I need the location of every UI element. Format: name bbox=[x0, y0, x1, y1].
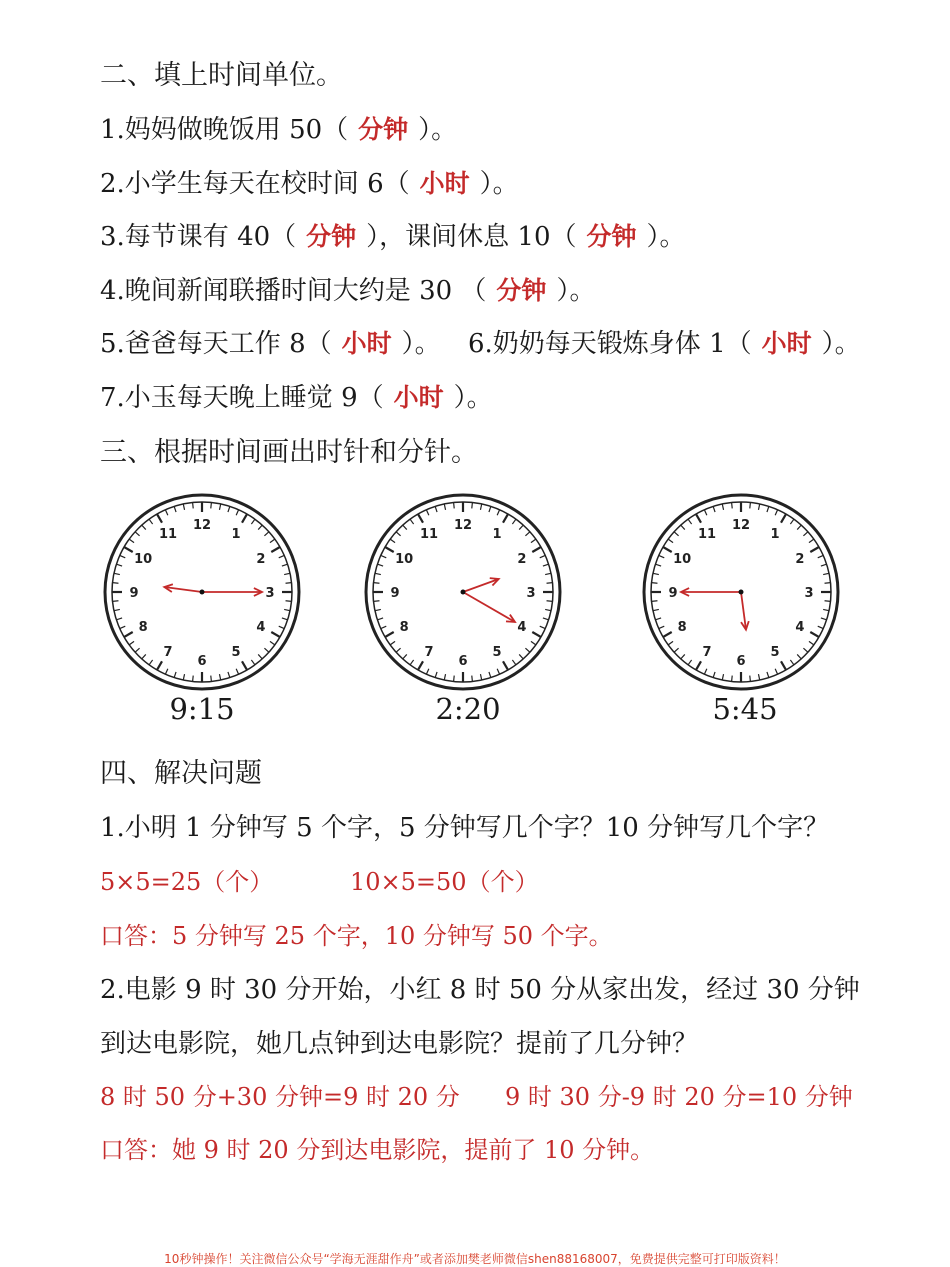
clock-tick bbox=[781, 661, 786, 670]
clock-tick bbox=[271, 547, 280, 552]
clock-tick bbox=[543, 564, 549, 566]
question-text: 5.爸爸每天工作 8（ bbox=[100, 329, 332, 359]
clock-tick bbox=[418, 514, 423, 523]
clock-tick bbox=[809, 539, 814, 543]
clock-tick bbox=[444, 674, 445, 680]
clock-tick bbox=[426, 669, 428, 674]
clock-tick bbox=[775, 669, 777, 674]
clock-tick bbox=[258, 525, 262, 529]
clock-tick bbox=[547, 583, 553, 584]
problem-2-answer: 口答：她 9 时 20 分到达电影院，提前了 10 分钟。 bbox=[100, 1136, 655, 1164]
question-text: 1.妈妈做晚饭用 50（ bbox=[100, 115, 349, 145]
clock-tick bbox=[444, 504, 445, 510]
clock-tick bbox=[803, 532, 807, 536]
clock-tick bbox=[242, 661, 247, 670]
clock-tick bbox=[112, 601, 118, 602]
clock-tick bbox=[704, 510, 706, 515]
clock-tick bbox=[129, 641, 134, 645]
answer: 分钟 bbox=[586, 222, 637, 251]
clock-tick bbox=[688, 519, 692, 524]
clock-tick bbox=[426, 510, 428, 515]
problem-2-question-line-1: 2.电影 9 时 30 分开始，小红 8 时 50 分从家出发，经过 30 分钟 bbox=[100, 975, 860, 1005]
clock-tick bbox=[271, 632, 280, 637]
clock-tick bbox=[663, 547, 672, 552]
clock-center-pin bbox=[739, 590, 744, 595]
problem-1-question: 1.小明 1 分钟写 5 个字，5 分钟写几个字？10 分钟写几个字？ bbox=[100, 813, 830, 843]
question-text: ）。 bbox=[453, 383, 493, 413]
clock-time-label: 9:15 bbox=[169, 692, 235, 726]
clock-tick bbox=[251, 519, 255, 524]
clock-tick bbox=[545, 573, 551, 574]
clock-number: 2 bbox=[256, 552, 266, 567]
clock-number: 6 bbox=[458, 654, 468, 669]
question-text: ）。 bbox=[401, 329, 441, 359]
clock-tick bbox=[157, 514, 162, 523]
problem-1-answer: 口答：5 分钟写 25 个字，10 分钟写 50 个字。 bbox=[100, 922, 613, 950]
clock-tick bbox=[663, 632, 672, 637]
clock-tick bbox=[480, 504, 481, 510]
clock-tick bbox=[390, 641, 395, 645]
clock-tick bbox=[797, 654, 801, 658]
clock-tick bbox=[681, 525, 685, 529]
clock-number: 12 bbox=[192, 518, 212, 533]
clock-number: 4 bbox=[256, 620, 266, 635]
clock-tick bbox=[531, 539, 536, 543]
clock-tick bbox=[750, 676, 751, 682]
clock-tick bbox=[282, 618, 288, 620]
answer: 小时 bbox=[341, 329, 392, 358]
clock-number: 10 bbox=[673, 552, 692, 567]
clock-tick bbox=[385, 632, 394, 637]
clock-tick bbox=[545, 609, 551, 610]
question-5 bbox=[100, 331, 441, 357]
clock-tick bbox=[112, 583, 118, 584]
clock-tick bbox=[688, 660, 692, 665]
clock-tick bbox=[193, 676, 194, 682]
clock-time-label: 5:45 bbox=[712, 692, 778, 726]
clock-number: 12 bbox=[731, 518, 751, 533]
clock-tick bbox=[279, 555, 284, 557]
clock-tick bbox=[512, 660, 516, 665]
clock-tick bbox=[790, 660, 794, 665]
clock-tick bbox=[219, 674, 220, 680]
clock-tick bbox=[410, 660, 414, 665]
clock-tick bbox=[809, 641, 814, 645]
clock-tick bbox=[410, 519, 414, 524]
clock-tick bbox=[373, 601, 379, 602]
question-text: 6.奶奶每天锻炼身体 1（ bbox=[468, 329, 752, 359]
problem-1-calc-1: 5×5=25（个） bbox=[100, 868, 274, 896]
question-text: 2.小学生每天在校时间 6（ bbox=[100, 169, 410, 199]
answer: 小时 bbox=[761, 329, 812, 358]
clock-tick bbox=[532, 632, 541, 637]
question-6 bbox=[468, 331, 861, 357]
clock-tick bbox=[114, 609, 120, 610]
clock-tick bbox=[531, 641, 536, 645]
question-1 bbox=[100, 117, 457, 143]
clock-tick bbox=[270, 539, 275, 543]
clock-tick bbox=[183, 674, 184, 680]
clock-tick bbox=[381, 626, 386, 628]
problem-2-calc-2: 9 时 30 分-9 时 20 分=10 分钟 bbox=[505, 1083, 853, 1111]
clock-tick bbox=[480, 674, 481, 680]
clock-tick bbox=[193, 502, 194, 508]
clock-tick bbox=[116, 564, 122, 566]
clock-tick bbox=[655, 564, 661, 566]
clock-tick bbox=[547, 601, 553, 602]
clock-number: 12 bbox=[453, 518, 473, 533]
clock-tick bbox=[165, 510, 167, 515]
clock-number: 2 bbox=[517, 552, 527, 567]
minute-hand bbox=[463, 592, 515, 622]
clock-tick bbox=[135, 648, 139, 652]
clock-tick bbox=[174, 672, 176, 678]
clock-number: 1 bbox=[770, 527, 780, 543]
clock-tick bbox=[503, 661, 508, 670]
clock-number: 5 bbox=[770, 644, 780, 660]
problem-1-calc-2: 10×5=50（个） bbox=[350, 868, 539, 896]
clock-tick bbox=[653, 609, 659, 610]
clock-center-pin bbox=[461, 590, 466, 595]
clock-tick bbox=[732, 676, 733, 682]
clock-tick bbox=[135, 532, 139, 536]
clock-tick bbox=[758, 504, 759, 510]
clock-number: 3 bbox=[265, 586, 275, 601]
clock-tick bbox=[403, 654, 407, 658]
clock-tick bbox=[767, 672, 769, 678]
clock-tick bbox=[810, 547, 819, 552]
clock-number: 5 bbox=[231, 644, 241, 660]
clock-tick bbox=[713, 672, 715, 678]
problem-2-question-line-2: 到达电影院，她几点钟到达电影院？提前了几分钟？ bbox=[100, 1029, 699, 1059]
clock-tick bbox=[659, 626, 664, 628]
clock-number: 3 bbox=[804, 586, 814, 601]
clock-number: 11 bbox=[697, 527, 717, 543]
clock-number: 4 bbox=[517, 620, 527, 635]
clock-tick bbox=[497, 510, 499, 515]
clock-tick bbox=[758, 674, 759, 680]
clock-tick bbox=[825, 601, 831, 602]
question-text: 7.小玉每天晚上睡觉 9（ bbox=[100, 383, 384, 413]
question-4 bbox=[100, 278, 595, 304]
clock-tick bbox=[149, 660, 153, 665]
clock-tick bbox=[116, 618, 122, 620]
clock-tick bbox=[489, 506, 491, 512]
clock-tick bbox=[286, 601, 292, 602]
clock-tick bbox=[655, 618, 661, 620]
clock-tick bbox=[279, 626, 284, 628]
clock-tick bbox=[674, 648, 678, 652]
clock-tick bbox=[525, 532, 529, 536]
section-4-title: 四、解决问题 bbox=[100, 758, 262, 789]
clock-tick bbox=[790, 519, 794, 524]
clock-number: 1 bbox=[231, 527, 241, 543]
clock-tick bbox=[124, 632, 133, 637]
clock-tick bbox=[219, 504, 220, 510]
clock-tick bbox=[211, 676, 212, 682]
clock-tick bbox=[120, 626, 125, 628]
clock-tick bbox=[659, 555, 664, 557]
clock-time-label: 2:20 bbox=[435, 692, 501, 726]
clock-tick bbox=[211, 502, 212, 508]
clock-tick bbox=[236, 510, 238, 515]
clock-tick bbox=[512, 519, 516, 524]
clock-tick bbox=[503, 514, 508, 523]
clock-tick bbox=[264, 648, 268, 652]
clock-tick bbox=[543, 618, 549, 620]
clock-tick bbox=[157, 661, 162, 670]
clock-tick bbox=[403, 525, 407, 529]
clock-tick bbox=[114, 573, 120, 574]
clock-tick bbox=[142, 525, 146, 529]
answer: 分钟 bbox=[306, 222, 357, 251]
clock-face-1 bbox=[102, 492, 302, 692]
question-2 bbox=[100, 171, 519, 197]
clock-tick bbox=[149, 519, 153, 524]
clock-number: 9 bbox=[668, 586, 678, 601]
clock-tick bbox=[377, 618, 383, 620]
clock-tick bbox=[381, 555, 386, 557]
question-3 bbox=[100, 224, 686, 250]
clock-tick bbox=[228, 672, 230, 678]
clock-tick bbox=[435, 672, 437, 678]
clock-tick bbox=[722, 674, 723, 680]
clock-tick bbox=[713, 506, 715, 512]
section-3-title: 三、根据时间画出时针和分针。 bbox=[100, 437, 478, 468]
clock-tick bbox=[818, 555, 823, 557]
clock-tick bbox=[810, 632, 819, 637]
question-7 bbox=[100, 385, 493, 411]
clock-tick bbox=[396, 648, 400, 652]
clock-number: 2 bbox=[795, 552, 805, 567]
question-text: 4.晚间新闻联播时间大约是 30 （ bbox=[100, 276, 487, 306]
clock-tick bbox=[821, 564, 827, 566]
question-text: ）。 bbox=[646, 222, 686, 252]
clock-number: 8 bbox=[399, 620, 409, 635]
clock-tick bbox=[668, 641, 673, 645]
clock-number: 11 bbox=[158, 527, 178, 543]
clock-tick bbox=[236, 669, 238, 674]
clock-tick bbox=[270, 641, 275, 645]
clock-tick bbox=[775, 510, 777, 515]
clock-number: 8 bbox=[677, 620, 687, 635]
clock-tick bbox=[668, 539, 673, 543]
clock-number: 6 bbox=[197, 654, 207, 669]
clock-number: 9 bbox=[129, 586, 139, 601]
clock-tick bbox=[264, 532, 268, 536]
clock-tick bbox=[284, 573, 290, 574]
clock-tick bbox=[519, 654, 523, 658]
clock-tick bbox=[825, 583, 831, 584]
clock-tick bbox=[696, 661, 701, 670]
clock-number: 7 bbox=[424, 644, 434, 660]
clock-tick bbox=[286, 583, 292, 584]
question-text: 3.每节课有 40（ bbox=[100, 222, 297, 252]
problem-2-calc-1: 8 时 50 分+30 分钟=9 时 20 分 bbox=[100, 1083, 460, 1111]
clock-tick bbox=[525, 648, 529, 652]
clock-number: 11 bbox=[419, 527, 439, 543]
clock-face-3 bbox=[641, 492, 841, 692]
clock-tick bbox=[532, 547, 541, 552]
clock-tick bbox=[674, 532, 678, 536]
clock-tick bbox=[750, 502, 751, 508]
clock-tick bbox=[228, 506, 230, 512]
clock-tick bbox=[124, 547, 133, 552]
question-text: ）。 bbox=[821, 329, 861, 359]
clock-tick bbox=[454, 502, 455, 508]
clock-tick bbox=[696, 514, 701, 523]
footer-note: 10秒钟操作！关注微信公众号“学海无涯甜作舟”或者添加樊老师微信shen88168007，免费提供完整可打印版资料！ bbox=[164, 1252, 786, 1266]
clock-tick bbox=[174, 506, 176, 512]
clock-center-pin bbox=[200, 590, 205, 595]
clock-tick bbox=[489, 672, 491, 678]
clock-number: 5 bbox=[492, 644, 502, 660]
clock-tick bbox=[454, 676, 455, 682]
clock-tick bbox=[165, 669, 167, 674]
clock-tick bbox=[373, 583, 379, 584]
clock-tick bbox=[823, 609, 829, 610]
clock-tick bbox=[418, 661, 423, 670]
clock-tick bbox=[242, 514, 247, 523]
clock-number: 7 bbox=[702, 644, 712, 660]
section-2-title: 二、填上时间单位。 bbox=[100, 60, 343, 91]
answer: 小时 bbox=[393, 383, 444, 412]
question-text: ）。 bbox=[418, 115, 458, 145]
clock-tick bbox=[722, 504, 723, 510]
clock-tick bbox=[540, 626, 545, 628]
clock-tick bbox=[377, 564, 383, 566]
question-text: ），课间休息 10（ bbox=[366, 222, 577, 252]
clock-tick bbox=[120, 555, 125, 557]
clock-tick bbox=[781, 514, 786, 523]
clock-tick bbox=[129, 539, 134, 543]
question-text: ）。 bbox=[479, 169, 519, 199]
clock-number: 8 bbox=[138, 620, 148, 635]
clock-number: 9 bbox=[390, 586, 400, 601]
clock-tick bbox=[651, 583, 657, 584]
clock-tick bbox=[385, 547, 394, 552]
answer: 分钟 bbox=[496, 276, 547, 305]
clock-tick bbox=[258, 654, 262, 658]
clock-tick bbox=[653, 573, 659, 574]
clock-number: 1 bbox=[492, 527, 502, 543]
clock-tick bbox=[818, 626, 823, 628]
question-text: ）。 bbox=[556, 276, 596, 306]
clock-number: 10 bbox=[134, 552, 153, 567]
clock-tick bbox=[732, 502, 733, 508]
clock-tick bbox=[519, 525, 523, 529]
clock-tick bbox=[183, 504, 184, 510]
clock-tick bbox=[390, 539, 395, 543]
clock-tick bbox=[540, 555, 545, 557]
answer: 分钟 bbox=[358, 115, 409, 144]
clock-tick bbox=[435, 506, 437, 512]
clock-tick bbox=[472, 502, 473, 508]
clock-tick bbox=[797, 525, 801, 529]
clock-tick bbox=[284, 609, 290, 610]
clock-tick bbox=[767, 506, 769, 512]
clock-tick bbox=[823, 573, 829, 574]
clock-tick bbox=[803, 648, 807, 652]
clock-number: 6 bbox=[736, 654, 746, 669]
clock-tick bbox=[375, 573, 381, 574]
clock-tick bbox=[651, 601, 657, 602]
clock-tick bbox=[821, 618, 827, 620]
clock-number: 10 bbox=[395, 552, 414, 567]
clock-number: 7 bbox=[163, 644, 173, 660]
answer: 小时 bbox=[419, 169, 470, 198]
clock-tick bbox=[497, 669, 499, 674]
clock-tick bbox=[375, 609, 381, 610]
clock-tick bbox=[704, 669, 706, 674]
clock-face-2 bbox=[363, 492, 563, 692]
clock-tick bbox=[142, 654, 146, 658]
clock-tick bbox=[282, 564, 288, 566]
clock-tick bbox=[396, 532, 400, 536]
clock-tick bbox=[681, 654, 685, 658]
clock-number: 4 bbox=[795, 620, 805, 635]
clock-number: 3 bbox=[526, 586, 536, 601]
clock-tick bbox=[251, 660, 255, 665]
clock-tick bbox=[472, 676, 473, 682]
